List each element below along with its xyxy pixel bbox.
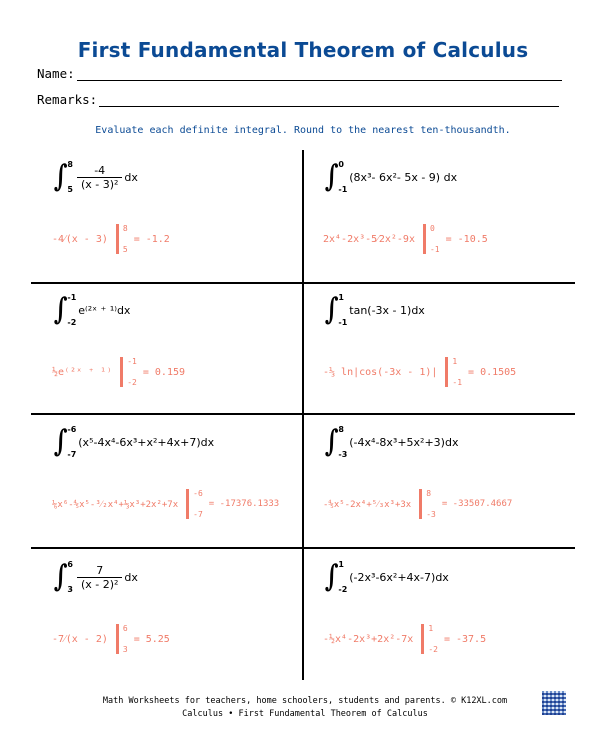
integral-sign-icon: ∫	[324, 292, 339, 327]
result: = -17376.1333	[208, 499, 280, 509]
answer	[52, 357, 185, 387]
footer	[60, 695, 550, 721]
dx: dx	[444, 435, 459, 449]
eval-upper: 1	[452, 357, 458, 366]
integral-expression	[323, 425, 458, 459]
integral-expression	[52, 160, 138, 194]
remarks-line[interactable]	[99, 94, 559, 107]
problem-6	[323, 425, 593, 555]
result: = -37.5	[443, 633, 487, 645]
lower-limit: -2	[67, 318, 77, 327]
name-field[interactable]	[37, 66, 562, 81]
dx: dx	[124, 570, 138, 584]
lower-limit: 5	[67, 185, 73, 194]
numerator: -4	[94, 163, 106, 177]
antiderivative: -7⁄(x - 2)	[52, 633, 108, 645]
eval-upper: 1	[428, 624, 434, 633]
answer	[323, 224, 488, 254]
antiderivative: 2x⁴-2x³-5⁄2x²-9x	[323, 233, 415, 245]
denominator: (x - 2)²	[77, 577, 122, 591]
upper-limit: 8	[338, 425, 344, 434]
integral-expression	[323, 293, 425, 327]
eval-upper: 8	[426, 489, 432, 498]
eval-upper: -6	[193, 489, 203, 498]
eval-upper: 8	[122, 224, 128, 233]
answer	[52, 624, 170, 654]
footer-line-2: Calculus • First Fundamental Theorem of Calculus	[182, 709, 428, 719]
answer	[52, 489, 279, 519]
eval-lower: -2	[127, 378, 137, 387]
eval-lower: 5	[122, 245, 128, 254]
integral-sign-icon: ∫	[324, 424, 339, 459]
dx: dx	[411, 303, 425, 317]
integrand: tan(-3x - 1)	[349, 303, 412, 317]
result: = 5.25	[133, 633, 170, 645]
answer	[52, 224, 170, 254]
integral-sign-icon: ∫	[53, 292, 68, 327]
antiderivative: ⅙x⁶-⅘x⁵-³⁄₂x⁴+⅓x³+2x²+7x	[52, 499, 179, 510]
evaluation-bar	[186, 489, 189, 519]
result: = -1.2	[133, 233, 170, 245]
antiderivative: -⅓ ln|cos(-3x - 1)|	[323, 366, 438, 378]
eval-lower: -1	[452, 378, 463, 387]
dx: dx	[443, 170, 458, 184]
problem-3	[52, 293, 322, 423]
problem-7	[52, 560, 322, 690]
integrand: (x⁵-4x⁴-6x³+x²+4x+7)	[78, 435, 201, 449]
answer	[323, 489, 512, 519]
evaluation-bar	[116, 624, 119, 654]
integral-expression	[52, 425, 214, 459]
result: = 0.159	[142, 366, 186, 378]
eval-lower: -7	[193, 510, 203, 519]
antiderivative: -4⁄(x - 3)	[52, 233, 108, 245]
eval-lower: -2	[428, 645, 438, 654]
integral-sign-icon: ∫	[324, 159, 339, 194]
upper-limit: 8	[67, 160, 73, 169]
lower-limit: -2	[338, 585, 348, 594]
upper-limit: 1	[338, 560, 344, 569]
integral-expression	[52, 293, 130, 327]
remarks-label: Remarks:	[37, 92, 98, 107]
evaluation-bar	[419, 489, 422, 519]
antiderivative: -⅘x⁵-2x⁴+⁵⁄₃x³+3x	[323, 499, 412, 510]
problem-2	[323, 160, 593, 290]
problem-1	[52, 160, 322, 290]
eval-lower: -1	[429, 245, 440, 254]
result: = 0.1505	[468, 366, 517, 378]
integral-sign-icon: ∫	[53, 159, 68, 194]
integral-expression	[52, 560, 138, 594]
evaluation-bar	[421, 624, 424, 654]
eval-lower: 3	[122, 645, 128, 654]
evaluation-bar	[116, 224, 119, 254]
evaluation-bar	[445, 357, 448, 387]
instructions: Evaluate each definite integral. Round to the nearest ten-thousandth.	[95, 125, 511, 136]
dx: dx	[435, 570, 449, 584]
lower-limit: -3	[338, 450, 348, 459]
problem-5	[52, 425, 322, 555]
name-label: Name:	[37, 66, 75, 81]
integrand: (-4x⁴-8x³+5x²+3)	[349, 435, 445, 449]
eval-lower: -3	[426, 510, 436, 519]
upper-limit: -1	[67, 293, 77, 302]
numerator: 7	[96, 563, 104, 577]
eval-upper: 0	[429, 224, 435, 233]
upper-limit: 1	[338, 293, 344, 302]
upper-limit: 6	[67, 560, 73, 569]
dx: dx	[200, 435, 215, 449]
eval-upper: 6	[122, 624, 128, 633]
qr-code-icon[interactable]	[542, 691, 566, 715]
integrand: e⁽²ˣ ⁺ ¹⁾	[78, 303, 117, 317]
lower-limit: -1	[338, 185, 348, 194]
upper-limit: 0	[338, 160, 344, 169]
integral-sign-icon: ∫	[324, 559, 339, 594]
antiderivative: -½x⁴-2x³+2x²-7x	[323, 633, 414, 645]
answer	[323, 624, 486, 654]
remarks-field[interactable]	[37, 92, 559, 107]
upper-limit: -6	[67, 425, 77, 434]
integral-expression	[323, 560, 449, 594]
integrand: (-2x³-6x²+4x-7)	[349, 570, 436, 584]
evaluation-bar	[120, 357, 123, 387]
denominator: (x - 3)²	[77, 177, 122, 191]
lower-limit: -1	[338, 318, 348, 327]
dx: dx	[124, 170, 138, 184]
result: = -10.5	[445, 233, 488, 245]
page-title: First Fundamental Theorem of Calculus	[77, 38, 529, 62]
lower-limit: -7	[67, 450, 77, 459]
integrand: (8x³- 6x²- 5x - 9)	[349, 170, 441, 184]
eval-upper: -1	[127, 357, 137, 366]
footer-line-1: Math Worksheets for teachers, home schoolers, students and parents. © K12XL.com	[102, 696, 508, 706]
name-line[interactable]	[77, 68, 562, 81]
evaluation-bar	[423, 224, 426, 254]
antiderivative: ½e⁽²ˣ ⁺ ¹⁾	[52, 366, 113, 378]
integral-sign-icon: ∫	[53, 424, 68, 459]
lower-limit: 3	[67, 585, 73, 594]
integral-expression	[323, 160, 457, 194]
problem-8	[323, 560, 593, 690]
problem-4	[323, 293, 593, 423]
dx: dx	[116, 303, 131, 317]
answer	[323, 357, 516, 387]
integral-sign-icon: ∫	[53, 559, 68, 594]
result: = -33507.4667	[441, 499, 513, 509]
